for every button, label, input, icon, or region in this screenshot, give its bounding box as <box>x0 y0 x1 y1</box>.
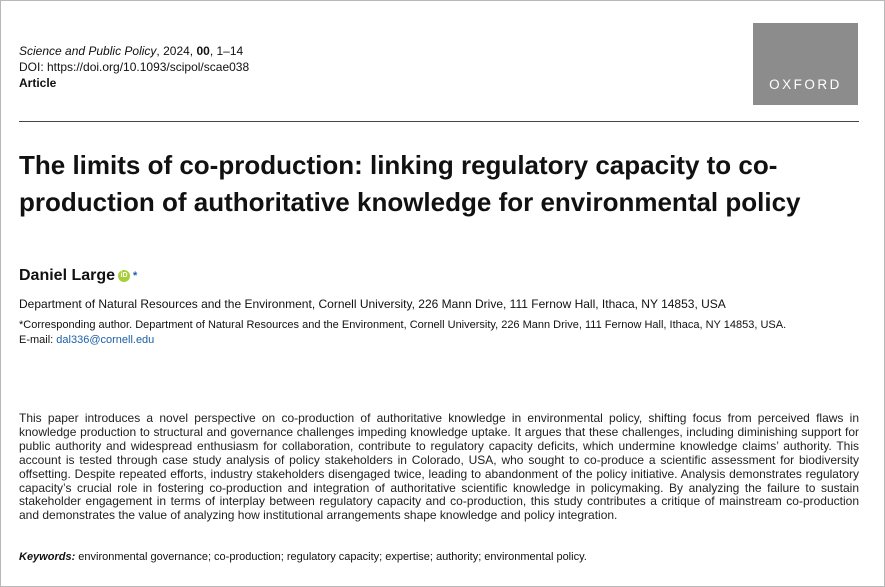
author-name[interactable]: Daniel Large <box>19 266 116 284</box>
email-label: E-mail: <box>19 334 57 346</box>
corresponding-author: *Corresponding author. Department of Natural Resources and the Environment, Cornell University, 226 Mann Drive, 111 Fernow Hall, Ithaca, NY 14853, USA. <box>19 319 787 331</box>
oxford-logo-text: OXFORD <box>769 77 842 92</box>
author <box>19 265 137 286</box>
pages: , 1–14 <box>209 44 244 58</box>
corresponding-mark[interactable]: * <box>133 270 138 282</box>
year: , 2024, <box>156 44 197 58</box>
journal-name: Science and Public Policy <box>19 44 157 58</box>
email-line <box>19 333 154 348</box>
email-link[interactable]: dal336@cornell.edu <box>56 334 155 346</box>
affiliation: Department of Natural Resources and the Environment, Cornell University, 226 Mann Drive, 111 Fernow Hall, Ithaca, NY 14853, USA <box>19 297 726 311</box>
header-divider <box>19 121 859 122</box>
article-meta <box>19 43 249 91</box>
keywords-label: Keywords: <box>19 551 76 563</box>
oxford-logo[interactable] <box>753 23 858 105</box>
volume: 00 <box>196 44 210 58</box>
journal-citation <box>19 43 249 59</box>
article-type: Article <box>19 76 57 90</box>
keywords <box>19 550 587 565</box>
doi[interactable]: DOI: https://doi.org/10.1093/scipol/scae038 <box>19 60 250 74</box>
article-title: The limits of co-production: linking regulatory capacity to co-production of authoritative knowledge for environmental policy <box>19 150 801 217</box>
abstract: This paper introduces a novel perspective on co-production of authoritative knowledge in environmental policy, shifting focus from perceived flaws in knowledge production to structural and governance challenges impeding knowledge uptake. It argues that these challenges, including diminishing support for public authority and widespread enthusiasm for collaboration, contribute to regulatory capacity deficits, which undermine knowledge claims’ authority. This account is tested through case study analysis of policy stakeholders in Colorado, USA, who sought to co-produce a scientific assessment for biodiversity offsetting. Despite repeated efforts, industry stakeholders disengaged twice, leading to abandonment of the policy initiative. Analysis demonstrates regulatory capacity’s crucial role in fostering co-production and integration of authoritative scientific knowledge in policymaking. By analyzing the failure to sustain stakeholder engagement in terms of interplay between regulatory capacity and co-production, this study contributes a critique of mainstream co-production and demonstrates the value of analyzing how institutional arrangements shape knowledge and policy integration. <box>19 411 859 523</box>
keywords-text: environmental governance; co-production; regulatory capacity; expertise; authority; environmental policy. <box>75 551 587 563</box>
orcid-icon[interactable]: iD <box>118 270 130 282</box>
